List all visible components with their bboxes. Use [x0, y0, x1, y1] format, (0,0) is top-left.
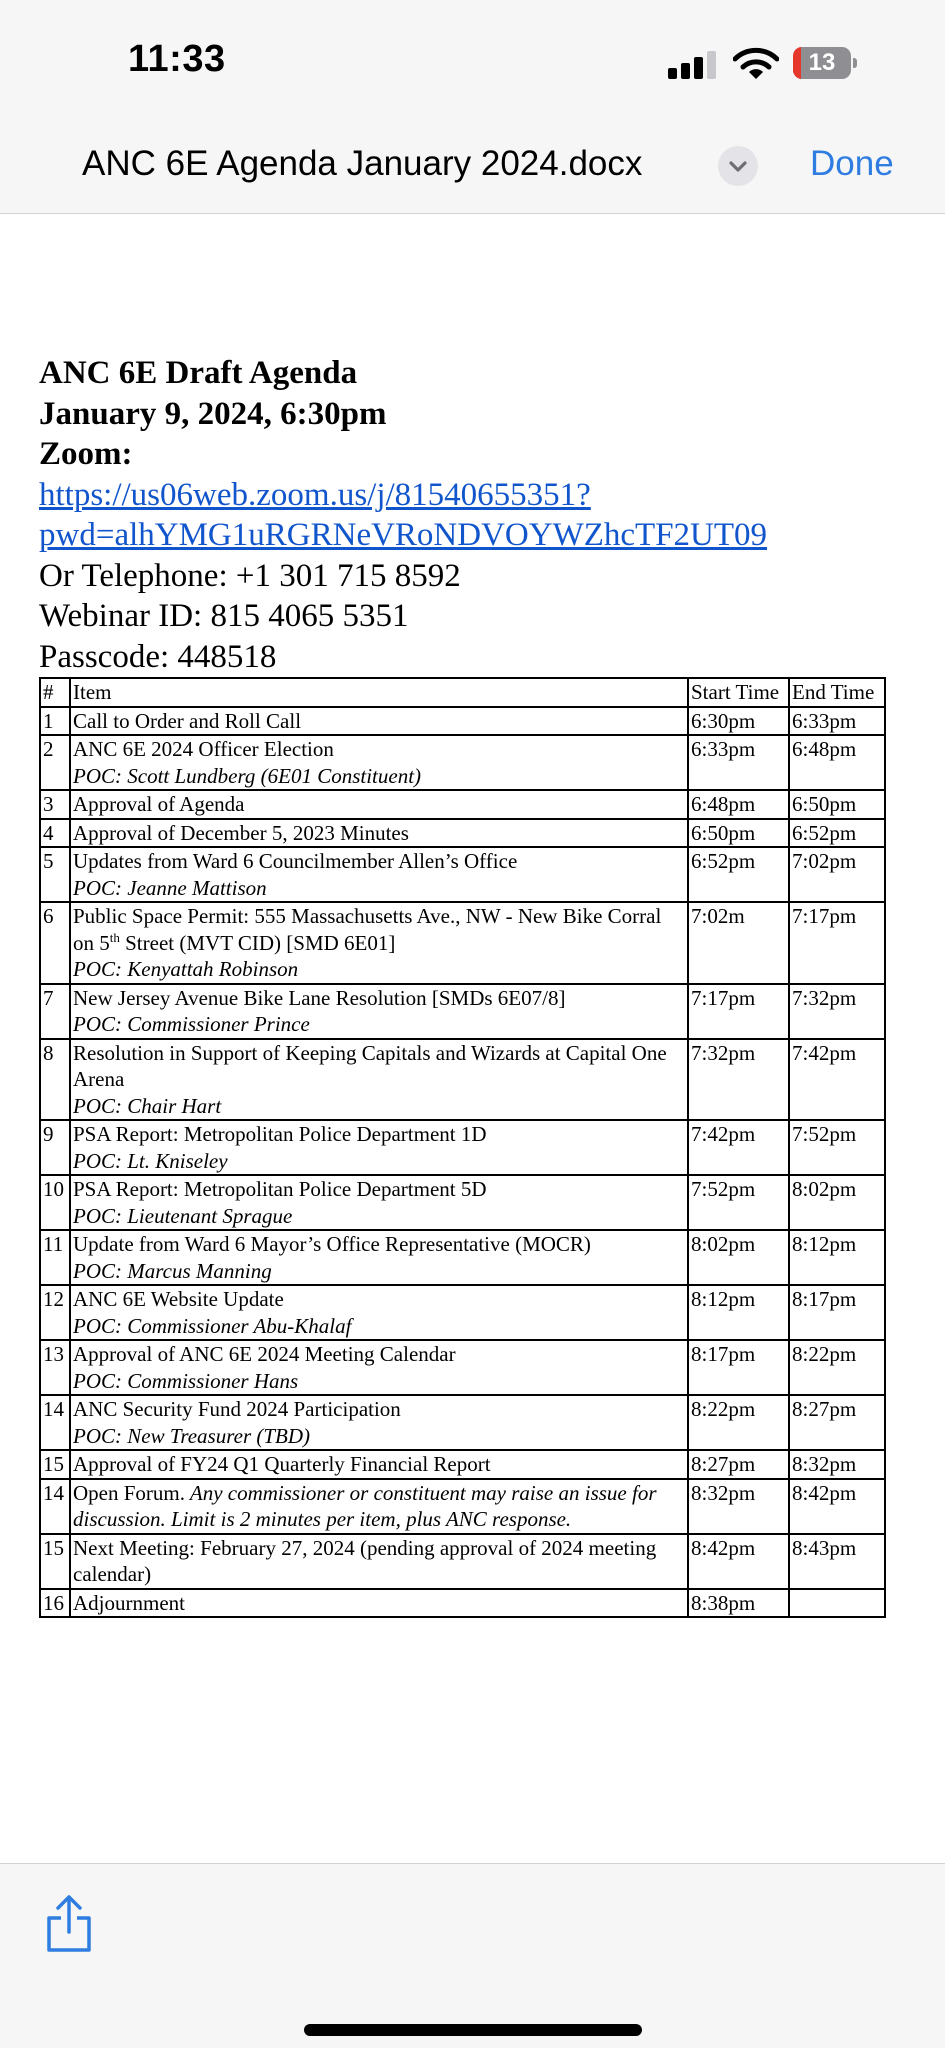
item-title: ANC 6E 2024 Officer Election — [73, 737, 334, 761]
item-title: New Jersey Avenue Bike Lane Resolution [SMDs 6E07/8] — [73, 985, 566, 1010]
bottom-toolbar — [0, 1863, 945, 2048]
item-poc: POC: Kenyattah Robinson — [73, 957, 299, 981]
start-time: 6:50pm — [688, 819, 789, 848]
item-cell — [70, 1479, 688, 1534]
item-poc: POC: Commissioner Prince — [73, 1012, 310, 1036]
start-time: 8:42pm — [688, 1534, 789, 1589]
wifi-icon — [733, 47, 779, 81]
webinar-id: Webinar ID: 815 4065 5351 — [39, 598, 409, 634]
end-time: 6:48pm — [789, 735, 885, 790]
start-time: 8:38pm — [688, 1589, 789, 1618]
item-number: 10 — [40, 1175, 70, 1230]
item-cell — [70, 1120, 688, 1175]
item-cell — [70, 819, 688, 848]
table-row — [40, 1340, 885, 1395]
navigation-bar — [0, 110, 945, 214]
status-bar — [0, 0, 945, 110]
table-row — [40, 847, 885, 902]
item-poc: POC: New Treasurer (TBD) — [73, 1423, 311, 1448]
agenda-heading: ANC 6E Draft Agenda — [39, 355, 358, 391]
item-poc: POC: Marcus Manning — [73, 1258, 272, 1283]
column-header: Start Time — [688, 678, 789, 707]
end-time: 8:12pm — [789, 1230, 885, 1285]
end-time: 7:17pm — [789, 902, 885, 984]
item-number: 14 — [40, 1395, 70, 1450]
item-number: 3 — [40, 790, 70, 819]
zoom-link-continued[interactable]: pwd=alhYMG1uRGRNeVRoNDVOYWZhcTF2UT09 — [39, 517, 768, 553]
start-time: 6:33pm — [688, 735, 789, 790]
item-number: 9 — [40, 1120, 70, 1175]
zoom-label: Zoom: — [39, 436, 133, 472]
item-title-continued: Street (MVT CID) [SMD 6E01] — [119, 930, 396, 955]
table-row — [40, 1285, 885, 1340]
table-row — [40, 1230, 885, 1285]
agenda-header — [39, 353, 909, 677]
end-time: 8:02pm — [789, 1175, 885, 1230]
start-time: 8:17pm — [688, 1340, 789, 1395]
item-number: 6 — [40, 902, 70, 984]
table-row — [40, 735, 885, 790]
column-header: Item — [70, 678, 688, 707]
end-time: 6:50pm — [789, 790, 885, 819]
end-time: 7:52pm — [789, 1120, 885, 1175]
item-title: PSA Report: Metropolitan Police Department 5D — [73, 1177, 487, 1201]
table-row — [40, 1589, 885, 1618]
item-title: Open Forum. — [73, 1480, 185, 1505]
item-cell — [70, 790, 688, 819]
end-time: 7:02pm — [789, 847, 885, 902]
item-cell — [70, 735, 688, 790]
table-row — [40, 1450, 885, 1479]
cellular-signal-icon — [668, 51, 718, 79]
done-button[interactable]: Done — [810, 144, 894, 183]
item-number: 5 — [40, 847, 70, 902]
item-title: Approval of Agenda — [73, 792, 245, 816]
item-title: Adjournment — [73, 1590, 185, 1615]
document-title[interactable]: ANC 6E Agenda January 2024.docx — [82, 144, 643, 183]
item-title-superscript: th — [109, 929, 120, 945]
item-number: 15 — [40, 1534, 70, 1589]
telephone-line: Or Telephone: +1 301 715 8592 — [39, 557, 461, 594]
item-number: 15 — [40, 1450, 70, 1479]
start-time: 7:02m — [688, 902, 789, 984]
item-cell — [70, 1175, 688, 1230]
end-time: 8:27pm — [789, 1395, 885, 1450]
battery-percentage: 13 — [808, 49, 836, 76]
item-cell — [70, 984, 688, 1039]
item-title: Approval of December 5, 2023 Minutes — [73, 820, 409, 845]
agenda-table — [39, 677, 886, 1618]
item-number: 7 — [40, 984, 70, 1039]
item-cell — [70, 902, 688, 984]
passcode: Passcode: 448518 — [39, 638, 277, 675]
item-poc: POC: Lieutenant Sprague — [73, 1203, 293, 1228]
item-number: 1 — [40, 707, 70, 736]
item-number: 2 — [40, 735, 70, 790]
item-title: ANC Security Fund 2024 Participation — [73, 1397, 401, 1421]
item-title: Next Meeting: February 27, 2024 (pending approval of 2024 meeting calendar) — [73, 1535, 657, 1586]
item-poc: POC: Chair Hart — [73, 1093, 222, 1118]
item-number: 16 — [40, 1589, 70, 1618]
table-row — [40, 1039, 885, 1121]
item-title: Approval of FY24 Q1 Quarterly Financial Report — [73, 1452, 491, 1476]
start-time: 6:52pm — [688, 847, 789, 902]
table-row — [40, 707, 885, 736]
table-row — [40, 790, 885, 819]
item-number: 13 — [40, 1340, 70, 1395]
item-number: 8 — [40, 1039, 70, 1121]
item-title: PSA Report: Metropolitan Police Department 1D — [73, 1122, 487, 1146]
item-number: 11 — [40, 1230, 70, 1285]
item-cell — [70, 847, 688, 902]
end-time: 7:42pm — [789, 1039, 885, 1121]
end-time: 6:33pm — [789, 707, 885, 736]
start-time: 7:52pm — [688, 1175, 789, 1230]
zoom-link[interactable]: https://us06web.zoom.us/j/81540655351? — [39, 476, 591, 513]
home-indicator[interactable] — [304, 2024, 642, 2036]
meeting-date: January 9, 2024, 6:30pm — [39, 395, 387, 432]
item-title: ANC 6E Website Update — [73, 1287, 284, 1311]
start-time: 8:02pm — [688, 1230, 789, 1285]
start-time: 8:12pm — [688, 1285, 789, 1340]
item-title: Update from Ward 6 Mayor’s Office Representative (MOCR) — [73, 1232, 591, 1256]
start-time: 8:22pm — [688, 1395, 789, 1450]
document-view[interactable] — [0, 215, 945, 1863]
start-time: 6:30pm — [688, 707, 789, 736]
item-poc: POC: Lt. Kniseley — [73, 1148, 228, 1173]
table-row — [40, 1534, 885, 1589]
item-poc: POC: Jeanne Mattison — [73, 875, 267, 900]
item-number: 12 — [40, 1285, 70, 1340]
end-time: 8:43pm — [789, 1534, 885, 1589]
item-cell — [70, 1450, 688, 1479]
table-row — [40, 1120, 885, 1175]
start-time: 6:48pm — [688, 790, 789, 819]
end-time: 8:32pm — [789, 1450, 885, 1479]
start-time: 7:42pm — [688, 1120, 789, 1175]
item-poc: POC: Commissioner Abu-Khalaf — [73, 1313, 352, 1338]
item-cell — [70, 1340, 688, 1395]
chevron-down-icon[interactable] — [718, 146, 758, 186]
item-cell — [70, 1285, 688, 1340]
item-note: Any commissioner or constituent may raise an issue for discussion. Limit is 2 minutes per item, plus ANC response. — [73, 1480, 657, 1531]
item-poc: POC: Commissioner Hans — [73, 1368, 299, 1393]
start-time: 8:32pm — [688, 1479, 789, 1534]
item-title: Resolution in Support of Keeping Capitals and Wizards at Capital One Arena — [73, 1040, 667, 1091]
item-cell — [70, 1534, 688, 1589]
start-time: 8:27pm — [688, 1450, 789, 1479]
end-time: 6:52pm — [789, 819, 885, 848]
item-title: Call to Order and Roll Call — [73, 708, 302, 733]
column-header: # — [40, 678, 70, 707]
table-header-row — [40, 678, 885, 707]
start-time: 7:32pm — [688, 1039, 789, 1121]
end-time: 8:42pm — [789, 1479, 885, 1534]
item-cell — [70, 707, 688, 736]
start-time: 7:17pm — [688, 984, 789, 1039]
item-title: Approval of ANC 6E 2024 Meeting Calendar — [73, 1342, 456, 1366]
item-number: 14 — [40, 1479, 70, 1534]
table-row — [40, 1395, 885, 1450]
item-title: Public Space Permit: 555 Massachusetts Ave., NW - New Bike Corral on 5 — [73, 904, 662, 955]
item-number: 4 — [40, 819, 70, 848]
column-header: End Time — [789, 678, 885, 707]
table-row — [40, 984, 885, 1039]
table-row — [40, 1479, 885, 1534]
item-cell — [70, 1589, 688, 1618]
table-row — [40, 1175, 885, 1230]
end-time: 8:17pm — [789, 1285, 885, 1340]
share-icon[interactable] — [44, 1894, 94, 1954]
table-row — [40, 902, 885, 984]
battery-icon — [793, 47, 857, 79]
table-row — [40, 819, 885, 848]
item-cell — [70, 1230, 688, 1285]
item-title: Updates from Ward 6 Councilmember Allen’s Office — [73, 849, 518, 873]
end-time — [789, 1589, 885, 1618]
item-cell — [70, 1039, 688, 1121]
item-poc: POC: Scott Lundberg (6E01 Constituent) — [73, 763, 422, 788]
end-time: 8:22pm — [789, 1340, 885, 1395]
end-time: 7:32pm — [789, 984, 885, 1039]
item-cell — [70, 1395, 688, 1450]
status-time: 11:33 — [128, 38, 226, 80]
